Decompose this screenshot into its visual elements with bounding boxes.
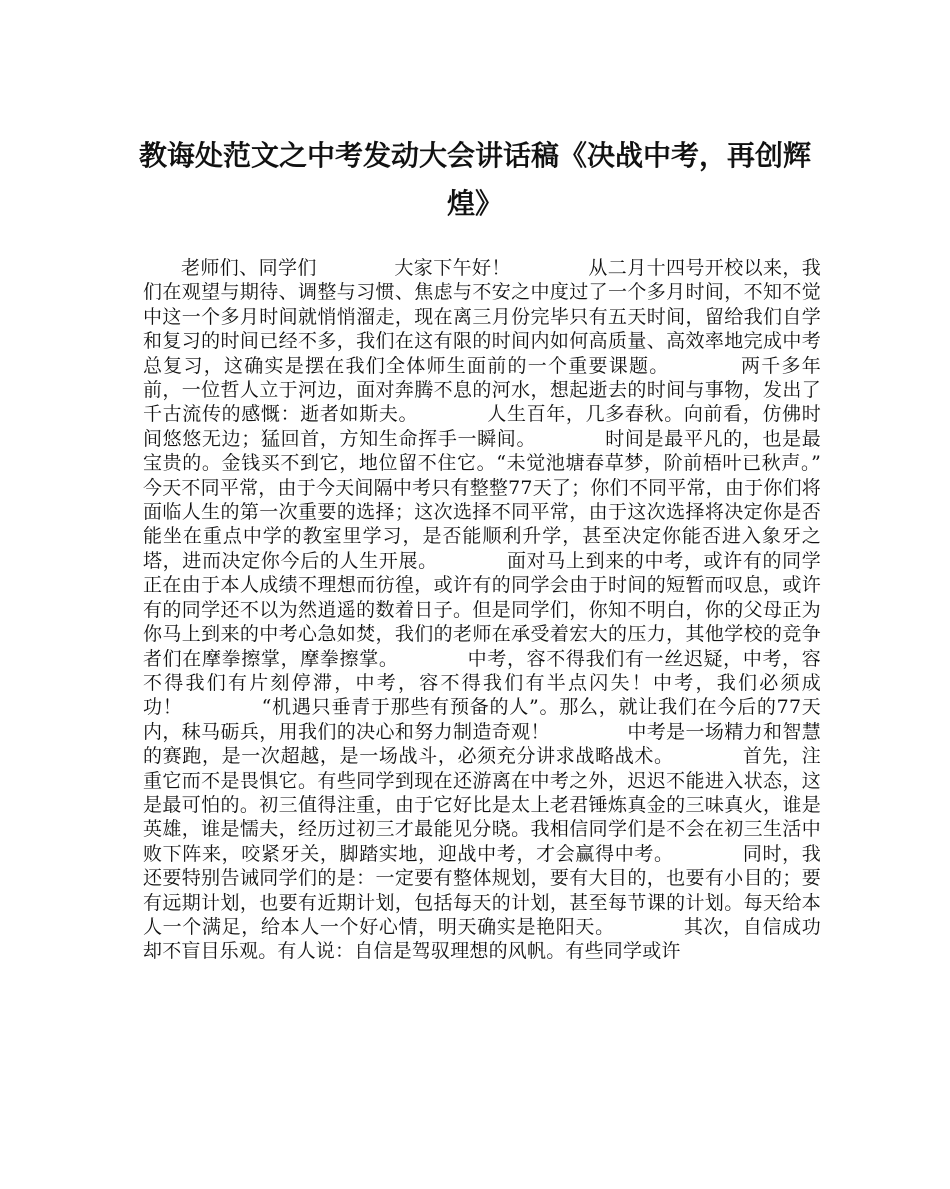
document-title: 教诲处范文之中考发动大会讲话稿《决战中考，再创辉煌》 bbox=[138, 139, 811, 220]
document-body-paragraph: 老师们、同学们 大家下午好！ 从二月十四号开校以来，我们在观望与期待、调整与习惯、焦虑与不安之中度过了一个多月时间，不知不觉中这一个多月时间就悄悄溜走，现在离三月份完毕只有五天时间，留给我们自学和复习的时间已经不多，我们在这有限的时间内如何高质量、高效率地完成中考总复习，这确实是摆在我们全体师生面前的一个重要课题。 两千多年前，一位哲人立于河边，面对奔腾不息的河水，想起逝去的时间与事物，发出了千古流传的感慨：逝者如斯夫。 人生百年，几多春秋。向前看，仿佛时间悠悠无边；猛回首，方知生命挥手一瞬间。 时间是最平凡的，也是最宝贵的。金钱买不到它，地位留不住它。“未觉池塘春草梦，阶前梧叶已秋声。” 今天不同平常，由于今天间隔中考只有整整77天了；你们不同平常，由于你们将面临人生的第一次重要的选择；这次选择不同平常，由于这次选择将决定你是否能坐在重点中学的教室里学习，是否能顺利升学，甚至决定你能否进入象牙之塔，进而决定你今后的人生开展。 面对马上到来的中考，或许有的同学正在由于本人成绩不理想而彷徨，或许有的同学会由于时间的短暂而叹息，或许有的同学还不以为然逍遥的数着日子。但是同学们，你知不明白，你的父母正为你马上到来的中考心急如焚，我们的老师在承受着宏大的压力，其他学校的竞争者们在摩拳擦掌，摩拳擦掌。 中考，容不得我们有一丝迟疑，中考，容不得我们有片刻停滞，中考，容不得我们有半点闪失！中考，我们必须成功！ “机遇只垂青于那些有预备的人”。那么，就让我们在今后的77天内，秣马砺兵，用我们的决心和努力制造奇观！ 中考是一场精力和智慧的赛跑，是一次超越，是一场战斗，必须充分讲求战略战术。 首先，注重它而不是畏惧它。有些同学到现在还游离在中考之外，迟迟不能进入状态，这是最可怕的。初三值得注重，由于它好比是太上老君锤炼真金的三味真火，谁是英雄，谁是懦夫，经历过初三才最能见分晓。我相信同学们是不会在初三生活中败下阵来，咬紧牙关，脚踏实地，迎战中考，才会赢得中考。 同时，我还要特别告诫同学们的是：一定要有整体规划，要有大目的，也要有小目的；要有远期计划，也要有近期计划，包括每天的计划，甚至每节课的计划。每天给本人一个满足，给本人一个好心情，明天确实是艳阳天。 其次，自信成功却不盲目乐观。有人说：自信是驾驭理想的风帆。有些同学或许 bbox=[143, 257, 898, 963]
